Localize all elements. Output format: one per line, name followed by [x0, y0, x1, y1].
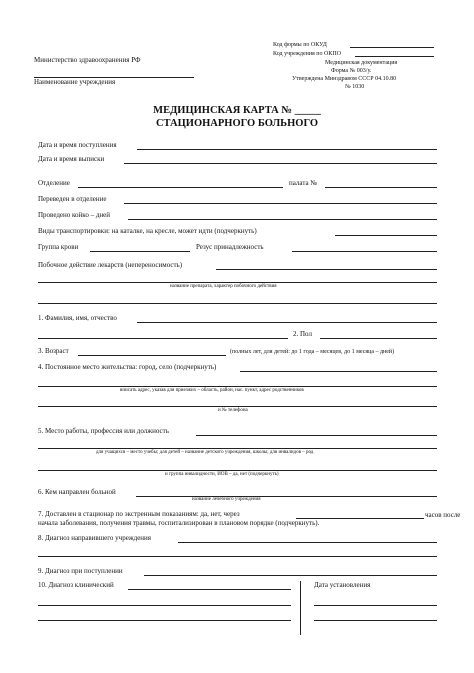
transport-field[interactable]	[335, 235, 437, 236]
okud-label: Код формы по ОКУД	[273, 42, 327, 48]
side-effects-label: Побочное действие лекарств (непереносимость)	[38, 261, 183, 269]
age-hint: (полных лет, для детей: до 1 года – месяцев, до 1 месяца – дней)	[230, 349, 395, 355]
discharge-datetime-label: Дата и время выписки	[38, 155, 105, 163]
approval-label: Утверждена Минздравом СССР 04.10.80	[292, 76, 397, 82]
date-established-field-1[interactable]	[314, 605, 437, 606]
transport-label: Виды транспортировки: на каталке, на кресле, может идти (подчеркнуть)	[38, 227, 257, 235]
workplace-label: 5. Место работы, профессия или должность	[38, 427, 169, 435]
full-name-field[interactable]	[137, 322, 437, 323]
workplace-hint-1: для учащихся – место учебы; для детей – название детского учреждения, школы; для инвалидов – род	[96, 450, 314, 455]
discharge-datetime-field[interactable]	[124, 163, 437, 164]
side-effects-field-2[interactable]	[38, 282, 437, 283]
clinical-diagnosis-label: 10. Диагноз клинический	[38, 581, 114, 589]
workplace-field-3[interactable]	[38, 470, 437, 471]
okud-field[interactable]	[350, 47, 434, 48]
transferred-field[interactable]	[124, 203, 437, 204]
referred-by-hint: название лечебного учреждения	[192, 497, 261, 502]
card-title: МЕДИЦИНСКАЯ КАРТА № _____	[153, 105, 321, 116]
side-effects-hint: название препарата, характер побочного действия	[170, 284, 277, 289]
form-number-label: Форма № 003/у.	[331, 68, 372, 74]
diagnosis-column-divider	[300, 581, 301, 635]
department-field[interactable]	[78, 187, 283, 188]
age-label: 3. Возраст	[38, 347, 69, 355]
date-established-field-2[interactable]	[314, 620, 437, 621]
transferred-label: Переведен в отделение	[38, 195, 107, 203]
emergency-label: 7. Доставлен в стационар по экстренным показаниям: да, нет, через	[38, 510, 240, 518]
ward-label: палата №	[289, 179, 318, 187]
rhesus-field[interactable]	[292, 251, 437, 252]
residence-field-2[interactable]	[38, 386, 437, 387]
phone-field[interactable]	[38, 406, 437, 407]
admission-diagnosis-field[interactable]	[144, 575, 437, 576]
workplace-field-2[interactable]	[38, 448, 437, 449]
side-effects-field-3[interactable]	[38, 303, 437, 304]
blood-group-field[interactable]	[90, 251, 190, 252]
admission-datetime-label: Дата и время поступления	[38, 141, 117, 149]
date-established-label: Дата установления	[314, 581, 371, 589]
ward-field[interactable]	[325, 187, 437, 188]
referral-diagnosis-label: 8. Диагноз направившего учреждения	[38, 534, 152, 542]
institution-label: Наименование учреждения	[34, 78, 116, 86]
workplace-field-1[interactable]	[196, 435, 437, 436]
rhesus-label: Резус принадлежность	[196, 243, 264, 251]
clinical-diagnosis-field-2[interactable]	[38, 605, 291, 606]
clinical-diagnosis-field-3[interactable]	[38, 620, 291, 621]
admission-datetime-field[interactable]	[137, 149, 437, 150]
bed-days-field[interactable]	[128, 219, 437, 220]
order-number-label: № 1030	[345, 84, 365, 90]
okpo-label: Код учреждения по ОКПО	[273, 51, 342, 57]
age-field[interactable]	[78, 355, 226, 356]
workplace-hint-2: и группа инвалидности, ИОВ – да, нет (подчеркнуть)	[165, 472, 279, 477]
full-name-field-2[interactable]	[38, 338, 288, 339]
residence-field-1[interactable]	[240, 371, 437, 372]
sex-field[interactable]	[320, 338, 437, 339]
referral-diagnosis-field-2[interactable]	[38, 556, 437, 557]
bed-days-label: Проведено койко – дней	[38, 211, 110, 219]
blood-group-label: Группа крови	[38, 243, 79, 251]
phone-hint: и № телефона	[218, 408, 248, 413]
clinical-diagnosis-field-1[interactable]	[128, 589, 291, 590]
doc-type-label: Медицинская документация	[325, 60, 398, 66]
referred-by-field[interactable]	[136, 496, 437, 497]
emergency-hours-label: часов после	[425, 511, 461, 519]
sex-label: 2. Пол	[293, 330, 312, 338]
emergency-detail-label: начала заболевания, получения травмы, госпитализирован в плановом порядке (подчеркнуть).	[38, 519, 320, 527]
residence-label: 4. Постоянное место жительства: город, село (подчеркнуть)	[38, 363, 217, 371]
residence-hint: вписать адрес, указав для приезжих – область, район, нас. пункт, адрес родственников	[120, 388, 304, 393]
ministry-label: Министерство здравоохранения РФ	[34, 56, 141, 64]
side-effects-field-1[interactable]	[216, 269, 437, 270]
okpo-field[interactable]	[355, 56, 434, 57]
full-name-label: 1. Фамилия, имя, отчество	[38, 314, 117, 322]
referral-diagnosis-field-1[interactable]	[178, 542, 437, 543]
card-subtitle: СТАЦИОНАРНОГО БОЛЬНОГО	[155, 118, 319, 129]
admission-diagnosis-label: 9. Диагноз при поступлении	[38, 567, 123, 575]
referred-by-label: 6. Кем направлен больной	[38, 488, 116, 496]
department-label: Отделение	[38, 179, 70, 187]
